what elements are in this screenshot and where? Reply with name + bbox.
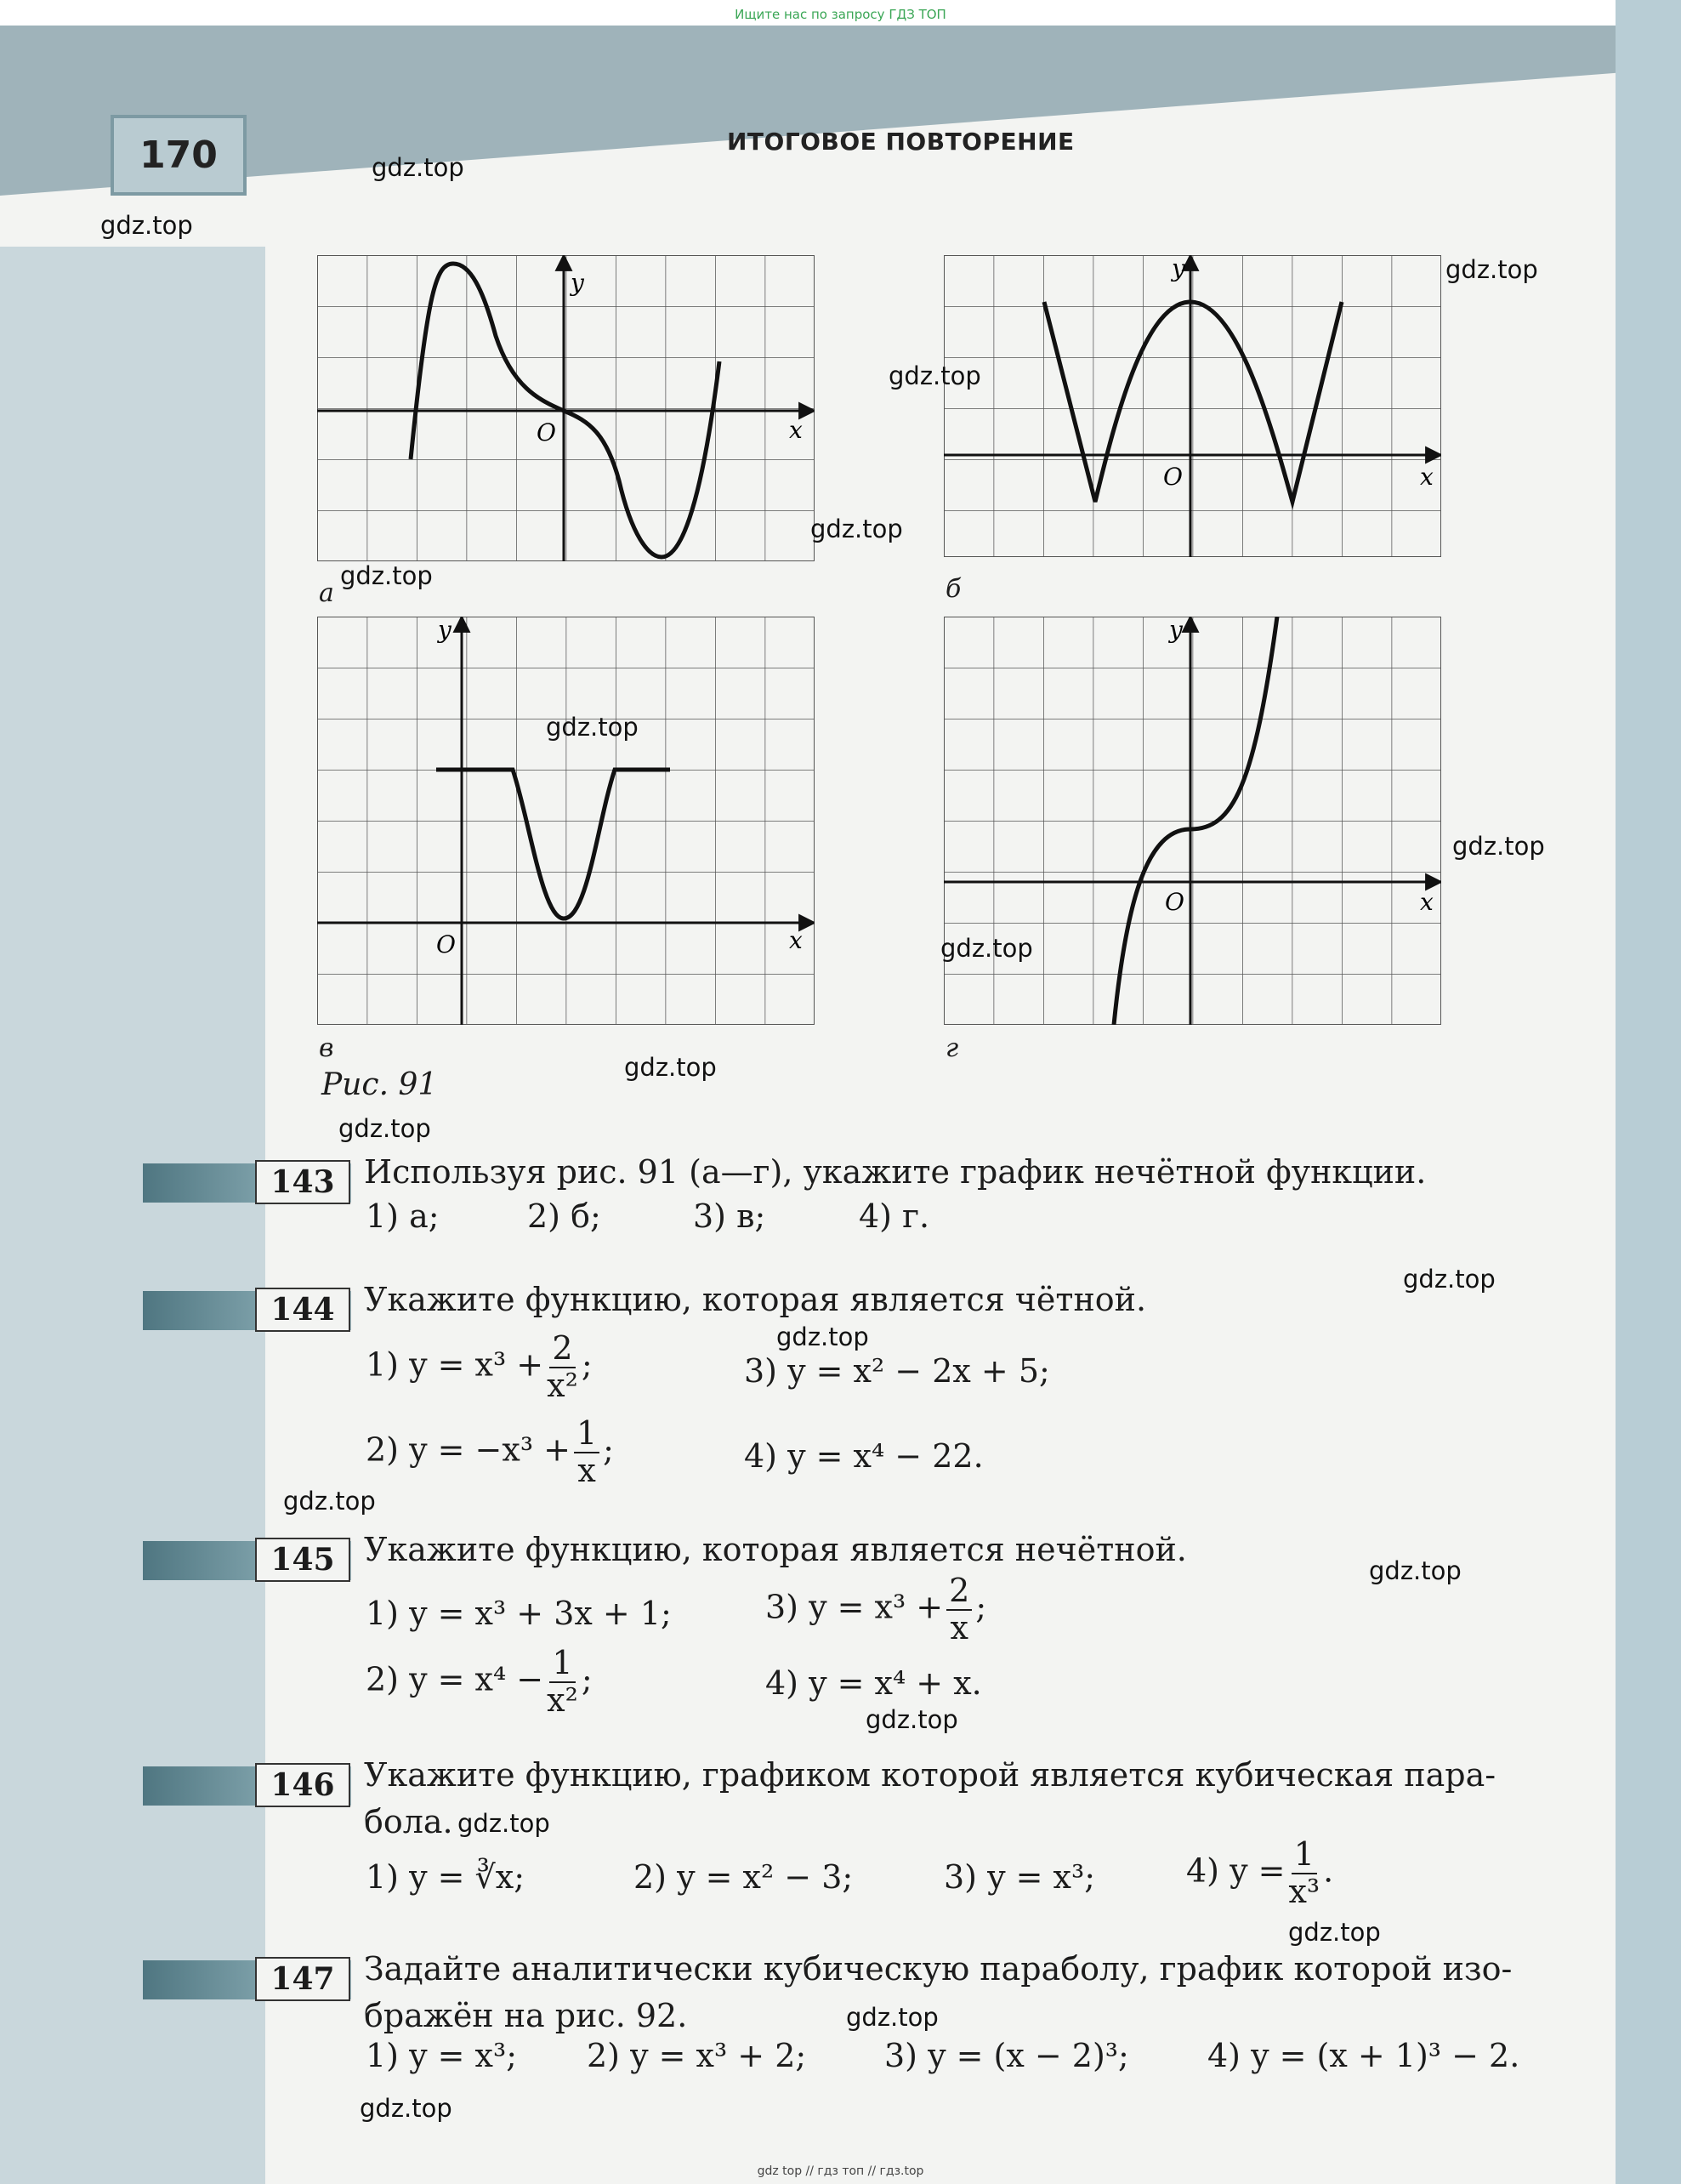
page-edge	[1616, 0, 1681, 2184]
watermark: gdz.top	[546, 713, 639, 742]
watermark: gdz.top	[457, 1809, 550, 1838]
watermark: gdz.top	[1288, 1918, 1381, 1947]
figure-caption: Рис. 91	[321, 1067, 438, 1102]
x-label: x	[1420, 888, 1434, 916]
option-1: 1) y = x³ + 3x + 1;	[366, 1595, 672, 1632]
graph-letter-b: б	[946, 574, 962, 604]
watermark: gdz.top	[360, 2094, 452, 2123]
watermark: gdz.top	[338, 1114, 431, 1143]
x-label: x	[789, 416, 803, 444]
watermark: gdz.top	[283, 1487, 376, 1516]
watermark: gdz.top	[340, 561, 433, 590]
graph-letter-g: г	[946, 1033, 959, 1063]
option-3: 3) y = x³ + $\frac{2}{x}$ ;	[765, 1572, 987, 1647]
option: 1) а;	[366, 1197, 440, 1235]
origin-label: O	[436, 930, 456, 958]
option-1: 1) y = x³ + $\frac{2}{\text{x²}}$ ;	[366, 1329, 593, 1404]
graph-b	[944, 255, 1441, 557]
watermark: gdz.top	[1445, 255, 1538, 284]
y-label: y	[571, 269, 584, 297]
y-label: y	[1172, 255, 1185, 282]
problem-text: Укажите функцию, которая является нечётной.	[364, 1531, 1187, 1568]
problem-number: 144	[255, 1288, 350, 1332]
watermark: gdz.top	[100, 211, 193, 240]
option-2: 2) y = x³ + 2;	[587, 2037, 807, 2074]
watermark: gdz.top	[1369, 1556, 1462, 1585]
option-1: 1) y = x³;	[366, 2037, 518, 2074]
y-label: y	[438, 617, 451, 644]
option-2: 2) y = −x³ + $\frac{1}{x}$ ;	[366, 1414, 614, 1489]
watermark: gdz.top	[372, 153, 464, 182]
option: 4) г.	[859, 1197, 930, 1235]
watermark: gdz.top	[889, 361, 981, 390]
problem-text: Задайте аналитически кубическую параболу, график которой изо-	[364, 1950, 1513, 1988]
problem-text: бола.	[364, 1803, 453, 1840]
origin-label: O	[537, 418, 556, 446]
problem-number: 143	[255, 1160, 350, 1204]
watermark: gdz.top	[776, 1322, 869, 1351]
side-band	[0, 247, 265, 2184]
problem-text: Укажите функцию, которая является чётной.	[364, 1281, 1147, 1318]
problem-number: 146	[255, 1763, 350, 1807]
watermark: gdz.top	[624, 1053, 717, 1082]
page-number: 170	[111, 115, 247, 196]
option-4: 4) y = $\frac{1}{\text{x³}}$ .	[1186, 1835, 1334, 1910]
y-label: y	[1169, 617, 1183, 644]
watermark: gdz.top	[866, 1705, 958, 1734]
watermark: gdz.top	[940, 934, 1033, 963]
option-2: 2) y = x⁴ − $\frac{1}{\text{x²}}$ ;	[366, 1644, 593, 1719]
graph-g	[944, 617, 1441, 1025]
watermark: gdz.top	[846, 2003, 939, 2032]
option-3: 3) y = x² − 2x + 5;	[744, 1352, 1050, 1390]
section-title: ИТОГОВОЕ ПОВТОРЕНИЕ	[727, 128, 1075, 156]
x-label: x	[1420, 463, 1434, 491]
option: 2) б;	[527, 1197, 601, 1235]
problem-number: 145	[255, 1538, 350, 1582]
graph-a	[317, 255, 815, 561]
problem-text: бражён на рис. 92.	[364, 1997, 688, 2034]
origin-label: O	[1163, 463, 1183, 491]
option-4: 4) y = x⁴ − 22.	[744, 1437, 984, 1475]
problem-text: Укажите функцию, графиком которой является кубическая пара-	[364, 1756, 1496, 1794]
option-3: 3) y = (x − 2)³;	[884, 2037, 1129, 2074]
graph-letter-a: а	[319, 578, 334, 608]
option-2: 2) y = x² − 3;	[633, 1858, 854, 1896]
option-4: 4) y = x⁴ + x.	[765, 1664, 982, 1702]
watermark: gdz.top	[810, 515, 903, 543]
x-label: x	[789, 926, 803, 954]
graph-v	[317, 617, 815, 1025]
footer-text: gdz top // гдз топ // гдз.top	[757, 2164, 924, 2178]
watermark: gdz.top	[1403, 1265, 1496, 1294]
search-banner[interactable]: Ищите нас по запросу ГДЗ ТОП	[735, 7, 946, 22]
option-3: 3) y = x³;	[944, 1858, 1096, 1896]
header-band	[0, 26, 1681, 196]
watermark: gdz.top	[1452, 832, 1545, 861]
problem-text: Используя рис. 91 (а—г), укажите график нечётной функции.	[364, 1153, 1427, 1191]
option: 3) в;	[693, 1197, 766, 1235]
problem-number: 147	[255, 1957, 350, 2001]
origin-label: O	[1165, 888, 1184, 916]
option-1: 1) y = ∛x;	[366, 1858, 525, 1896]
option-4: 4) y = (x + 1)³ − 2.	[1207, 2037, 1520, 2074]
graph-letter-v: в	[319, 1033, 334, 1063]
